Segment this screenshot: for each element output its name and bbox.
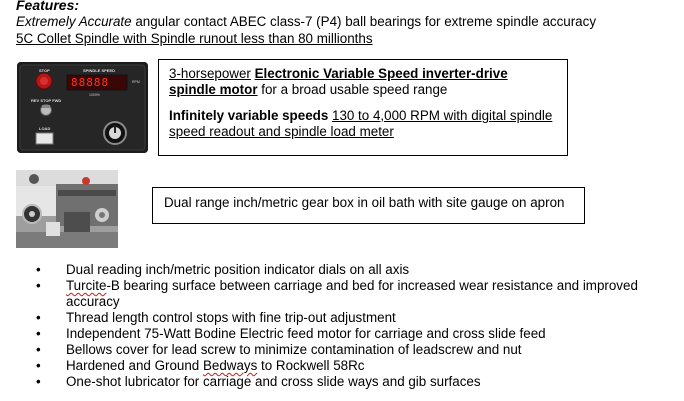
- list-item: • Bellows cover for lead screw to minimize contamination of leadscrew and nut: [36, 342, 522, 357]
- rev-stop-fwd-label: REV STOP FWD: [31, 98, 62, 103]
- load-meter-icon: [36, 133, 53, 144]
- features-heading: Features:: [16, 0, 80, 13]
- bearings-line: [16, 14, 596, 29]
- speed-readout: 88888: [71, 76, 110, 89]
- inverter-drive-text: Electronic Variable Speed inverter-drive spindle motor: [169, 66, 508, 97]
- list-item: • One-shot lubricator for carriage and cross slide ways and gib surfaces: [36, 374, 481, 389]
- spindle-motor-text: [169, 66, 557, 98]
- variable-speeds-label: Infinitely variable speeds: [169, 108, 329, 123]
- load-label: LOAD: [39, 126, 51, 131]
- bullet-icon: •: [36, 278, 41, 293]
- bearings-emphasis: Extremely Accurate: [16, 14, 132, 29]
- rpm-range-text: 130 to 4,000 RPM with digital spindle speed readout and spindle load meter: [169, 108, 553, 139]
- gear-box-text: Dual range inch/metric gear box in oil bath with site gauge on apron: [164, 195, 565, 210]
- list-item: • Dual reading inch/metric position indicator dials on all axis: [36, 262, 410, 277]
- spindle-motor-box: [158, 59, 568, 156]
- rpm-label: RPM: [132, 80, 140, 84]
- feature-list: [36, 262, 646, 390]
- spellcheck-word: Bedways: [202, 358, 258, 373]
- list-item: • Thread length control stops with fine trip-out adjustment: [36, 310, 396, 325]
- control-panel-image: [17, 62, 148, 153]
- variable-speeds-text: [169, 108, 557, 140]
- bearings-text: angular contact ABEC class-7 (P4) ball bearings for extreme spindle accuracy: [131, 14, 597, 29]
- horsepower-text: 3-horsepower: [169, 66, 251, 81]
- bullet-icon: •: [36, 358, 41, 373]
- stop-label: STOP: [39, 68, 50, 73]
- gear-box-callout: [152, 187, 585, 224]
- spindle-speed-label: SPINDLE SPEED: [83, 68, 116, 73]
- gearbox-photo: [16, 170, 118, 248]
- bullet-icon: •: [36, 310, 41, 325]
- list-item: • Hardened and Ground Bedways to Rockwell 58Rc: [36, 358, 365, 373]
- spellcheck-word: Turcite: [66, 278, 107, 293]
- bullet-icon: •: [36, 262, 41, 277]
- bullet-icon: •: [36, 326, 41, 341]
- list-item: • Independent 75-Watt Bodine Electric feed motor for carriage and cross slide feed: [36, 326, 546, 341]
- bullet-icon: •: [36, 342, 41, 357]
- list-item: • Turcite-B bearing surface between carriage and bed for increased wear resistance and improved accuracy: [36, 278, 638, 309]
- readout-sublabel: 1000%: [89, 93, 100, 97]
- bullet-icon: •: [36, 374, 41, 389]
- speed-range-text: for a broad usable speed range: [257, 82, 448, 97]
- collet-spindle-line: 5C Collet Spindle with Spindle runout less than 80 millionths: [16, 31, 373, 46]
